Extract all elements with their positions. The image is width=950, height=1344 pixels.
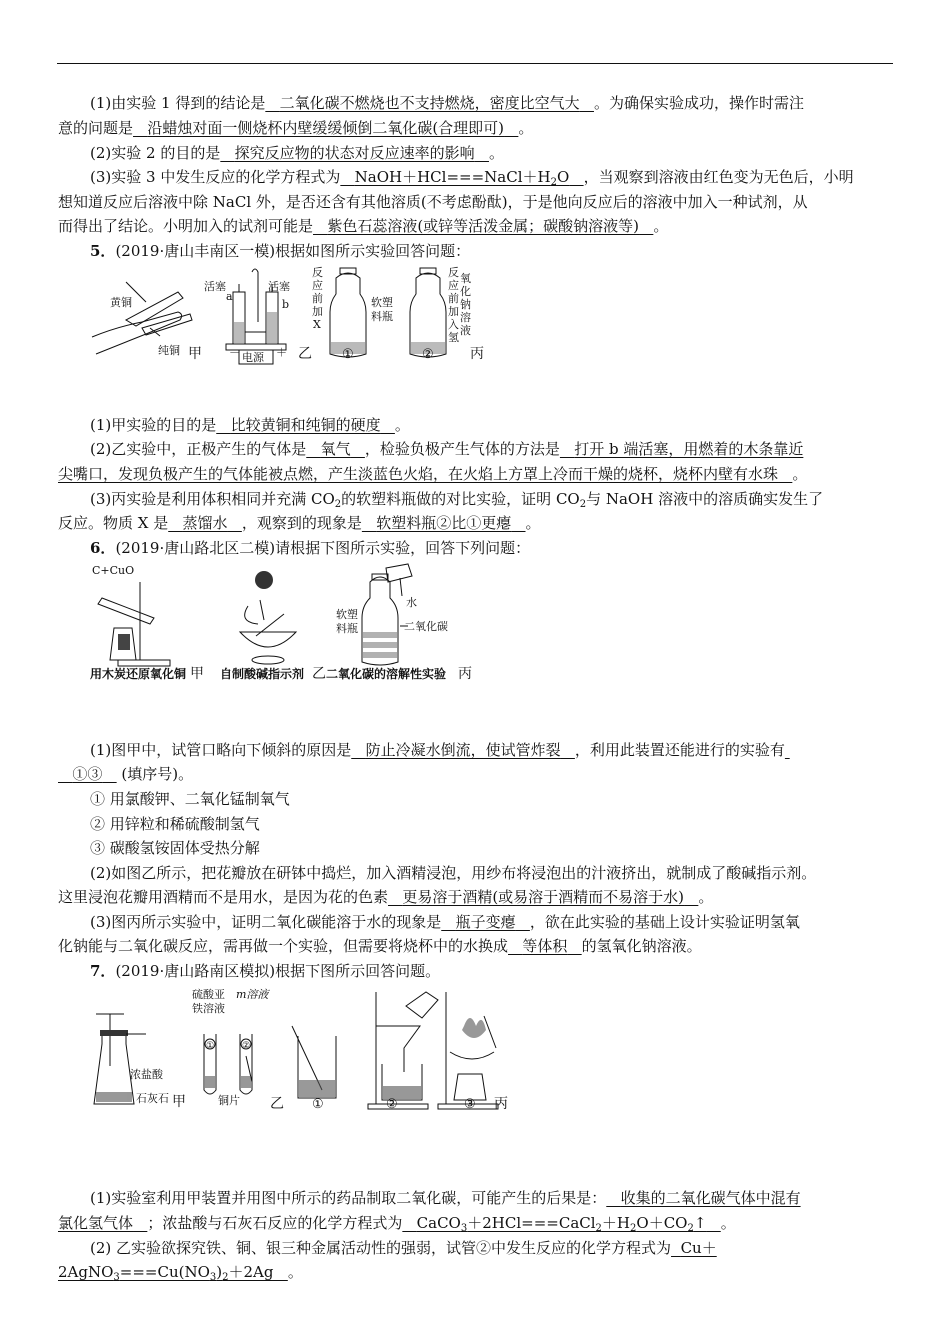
q4-p1-line1: (1)由实验 1 得到的结论是 二氧化碳不燃烧也不支持燃烧，密度比空气大 。为确保实验成功，操作时需注 <box>90 94 804 112</box>
q6-option-1: ① 用氯酸钾、二氧化锰制氧气 <box>90 790 290 808</box>
q4-answer-2: 沿蜡烛对面一侧烧杯内壁缓缓倾倒二氧化碳(合理即可) <box>147 119 505 137</box>
label-tube-1: ① <box>206 1041 215 1051</box>
q5-answer-3b: 尖嘴口，发现负极产生的气体能被点燃，产生淡蓝色火焰，在火焰上方罩上冷而干燥的烧杯，烧杯内壁有水珠 <box>58 465 779 483</box>
q7-answer-1a: 收集的二氧化碳气体中混有 <box>620 1189 801 1207</box>
q6-p1-line1: (1)图甲中，试管口略向下倾斜的原因是 防止冷凝水倒流，使试管炸裂 ，利用此装置还能进行的实验有 <box>90 741 785 759</box>
q5-figure <box>86 262 506 374</box>
q6-answer-3: 更易溶于酒精(或易溶于酒精而不易溶于水) <box>402 888 685 906</box>
q6-p1-line2: ①③ (填序号)。 <box>72 765 194 783</box>
label-nongyansuan: 浓盐酸 <box>130 1068 163 1081</box>
q7-equation-2a: Cu＋ <box>680 1239 717 1257</box>
label-minus: － <box>229 346 240 359</box>
label-c3: ③ <box>464 1097 476 1112</box>
brass-plate-icon <box>126 292 183 326</box>
test-tube-icon <box>98 598 154 624</box>
caption-yi: 自制酸碱指示剂 <box>220 667 305 681</box>
label-b: b <box>282 298 290 311</box>
flower-icon <box>255 571 273 589</box>
q5-answer-4: 蒸馏水 <box>182 514 228 532</box>
label-c2: ② <box>386 1097 398 1112</box>
label-n-2: 前 <box>448 292 459 305</box>
q5-p3-line2: 反应。物质 X 是 蒸馏水 ，观察到的现象是 软塑料瓶②比①更瘪 。 <box>58 514 541 532</box>
q4-answer-1: 二氧化碳不燃烧也不支持燃烧，密度比空气大 <box>279 94 580 112</box>
label-co2: 二氧化碳 <box>404 620 448 633</box>
q6-answer-5: 等体积 <box>522 937 568 955</box>
label-x-1: 应 <box>312 279 323 292</box>
q6-option-2: ② 用锌粒和稀硫酸制氢气 <box>90 815 260 833</box>
label-n-4: 入 <box>448 318 459 331</box>
q6-p3-line2: 化钠能与二氧化碳反应，需再做一个实验，但需要将烧杯中的水换成 等体积 的氢氧化钠溶液。 <box>58 937 702 955</box>
label-x-2: 前 <box>312 292 323 305</box>
q6-answer-4: 瓶子变瘪 <box>455 913 516 931</box>
label-n-1: 应 <box>448 279 459 292</box>
label-liusuanya: 硫酸亚 <box>192 988 225 1001</box>
label-chuntong: 纯铜 <box>158 344 180 357</box>
label-q-1: 化 <box>460 285 471 298</box>
q4-p3-line2: 想知道反应后溶液中除 NaCl 外，是否还含有其他溶质(不考虑酚酞)，于是他向反应后的溶液中加入一种试剂，从 <box>58 193 808 211</box>
q5-p2-line2: 尖嘴口，发现负极产生的气体能被点燃，产生淡蓝色火焰，在火焰上方罩上冷而干燥的烧杯，烧杯内壁有水珠 。 <box>58 465 808 483</box>
q5-answer-3a: 打开 b 端活塞，用燃着的木条靠近 <box>574 440 804 458</box>
q6-answer-1: 防止冷凝水倒流，使试管炸裂 <box>365 741 561 759</box>
label-tongpian: 铜片 <box>218 1094 240 1107</box>
label-huosai-right: 活塞 <box>268 280 290 293</box>
q6-p2-line2: 这里浸泡花瓣用酒精而不是用水，是因为花的色素 更易溶于酒精(或易溶于酒精而不易溶于水) 。 <box>58 888 714 906</box>
q5-p3-line1: (3)丙实验是利用体积相同并充满 $CO_2$的软塑料瓶做的对比实验，证明 $CO_2$与 NaOH 溶液中的溶质确实发生了 <box>90 490 824 510</box>
label-n-5: 氢 <box>448 331 459 344</box>
label-x-0: 反 <box>312 266 323 279</box>
q7-equation-1: $CaCO_3+2HCl===CaCl_2+H_2O+CO_2↑$ <box>416 1214 707 1234</box>
label-shihuishi: 石灰石 <box>136 1092 169 1105</box>
q4-answer-4: 紫色石蕊溶液(或锌等活泼金属；碳酸钠溶液等) <box>327 217 640 235</box>
label-yi: 乙 <box>298 346 312 362</box>
label-huosai-left: 活塞 <box>204 280 226 293</box>
q6-answer-2: ①③ <box>72 765 103 783</box>
label-x-4: X <box>313 318 321 331</box>
label-a: a <box>226 290 233 303</box>
label-q-3: 溶 <box>460 311 471 324</box>
label-m-rongye: m溶液 <box>236 988 269 1001</box>
q7-equation-2b: $2AgNO_3===Cu(NO_3)_2+2Ag$ <box>58 1263 274 1283</box>
q6-p3-line1: (3)图丙所示实验中，证明二氧化碳能溶于水的现象是 瓶子变瘪 ，欲在此实验的基础上设计实验证明氢氧 <box>90 913 800 931</box>
q7-figure <box>86 986 526 1116</box>
q4-answer-3: 探究反应物的状态对反应速率的影响 <box>234 144 475 162</box>
q6-stem: 6．(2019·唐山路北区二模)请根据下图所示实验，回答下列问题： <box>90 539 531 557</box>
label-ruansu-0: 软塑 <box>371 296 393 309</box>
label-tierongye: 铁溶液 <box>192 1002 225 1015</box>
plastic-bottle-icon <box>362 577 398 665</box>
q5-p1: (1)甲实验的目的是 比较黄铜和纯铜的硬度 。 <box>90 416 410 434</box>
funnel-reservoir-icon <box>252 269 258 322</box>
evaporating-dish-icon <box>450 1052 494 1059</box>
label-jia: 甲 <box>190 666 204 682</box>
q7-p1-line1: (1)实验室利用甲装置并用图中所示的药品制取二氧化碳，可能产生的后果是： 收集的二氧化碳气体中混有 <box>90 1189 801 1207</box>
q5-stem: 5．(2019·唐山丰南区一模)根据如图所示实验回答问题： <box>90 242 471 260</box>
label-ruansu-1: 料瓶 <box>371 310 393 323</box>
q6-p2-line1: (2)如图乙所示，把花瓣放在研钵中捣烂，加入酒精浸泡，用纱布将浸泡出的汁液挤出，就制成了酸碱指示剂。 <box>90 864 817 882</box>
label-dianyuan: 电源 <box>242 351 264 364</box>
label-q-4: 液 <box>460 324 471 337</box>
q5-answer-1: 比较黄铜和纯铜的硬度 <box>230 416 381 434</box>
label-huangtong: 黄铜 <box>110 296 132 309</box>
label-jia: 甲 <box>172 1094 186 1110</box>
copper-plate-icon <box>142 314 192 335</box>
q7-p2-line2: $2AgNO_3===Cu(NO_3)_2+2Ag$ 。 <box>58 1263 303 1283</box>
q7-p2-line1: (2) 乙实验欲探究铁、铜、银三种金属活动性的强弱，试管②中发生反应的化学方程式为 Cu＋ <box>90 1239 717 1257</box>
q7-stem: 7．(2019·唐山路南区模拟)根据下图所示回答问题。 <box>90 962 441 980</box>
pestle-icon <box>256 614 284 636</box>
label-bottle-2: ② <box>422 347 434 362</box>
q7-p1-line2: 氯化氢气体 ；浓盐酸与石灰石反应的化学方程式为 $CaCO_3+2HCl===CaCl_2+H_2O+CO_2↑$ 。 <box>58 1214 736 1234</box>
q4-p3-line1: (3)实验 3 中发生反应的化学方程式为 $NaOH+HCl===NaCl+H_2O$ ，当观察到溶液由红色变为无色后，小明 <box>90 168 854 188</box>
label-q-0: 氧 <box>460 272 471 285</box>
q4-p3-line3: 而得出了结论。小明加入的试剂可能是 紫色石蕊溶液(或锌等活泼金属；碳酸钠溶液等) 。 <box>58 217 669 235</box>
q5-answer-5: 软塑料瓶②比①更瘪 <box>376 514 512 532</box>
q5-answer-2: 氧气 <box>320 440 351 458</box>
label-c-cuo: C+CuO <box>92 564 135 577</box>
label-yi: 乙 <box>270 1096 284 1112</box>
label-x-3: 加 <box>312 305 323 318</box>
label-ruansu-0: 软塑 <box>336 608 358 621</box>
caption-bing: 二氧化碳的溶解性实验 <box>326 667 447 681</box>
label-bing: 丙 <box>470 346 484 362</box>
label-q-2: 钠 <box>460 298 471 311</box>
label-plus: ＋ <box>276 346 287 359</box>
label-tube-2: ② <box>242 1041 251 1051</box>
label-c1: ① <box>312 1097 324 1112</box>
q6-option-3: ③ 碳酸氢铵固体受热分解 <box>90 839 260 857</box>
label-ruansu-1: 料瓶 <box>336 622 358 635</box>
q7-answer-1b: 氯化氢气体 <box>58 1214 134 1232</box>
header-rule <box>57 63 893 64</box>
label-yi: 乙 <box>312 666 326 682</box>
label-jia: 甲 <box>188 346 202 362</box>
label-n-3: 加 <box>448 305 459 318</box>
label-shui: 水 <box>406 596 417 609</box>
filter-funnel-icon <box>376 1026 420 1072</box>
q4-p1-line2: 意的问题是 沿蜡烛对面一侧烧杯内壁缓缓倾倒二氧化碳(合理即可) 。 <box>58 119 534 137</box>
beaker-pouring-icon <box>386 564 412 582</box>
label-n-0: 反 <box>448 266 459 279</box>
q6-figure <box>88 562 488 688</box>
q4-equation: $NaOH+HCl===NaCl+H_2O$ <box>354 168 570 188</box>
label-bottle-1: ① <box>342 347 354 362</box>
q4-p2: (2)实验 2 的目的是 探究反应物的状态对反应速率的影响 。 <box>90 144 504 162</box>
mortar-icon <box>240 632 296 647</box>
label-bing: 丙 <box>494 1096 508 1112</box>
label-bing: 丙 <box>458 666 472 682</box>
caption-jia: 用木炭还原氧化铜 <box>90 667 187 681</box>
q5-p2-line1: (2)乙实验中，正极产生的气体是 氧气 ，检验负极产生气体的方法是 打开 b 端活塞，用燃着的木条靠近 <box>90 440 804 458</box>
